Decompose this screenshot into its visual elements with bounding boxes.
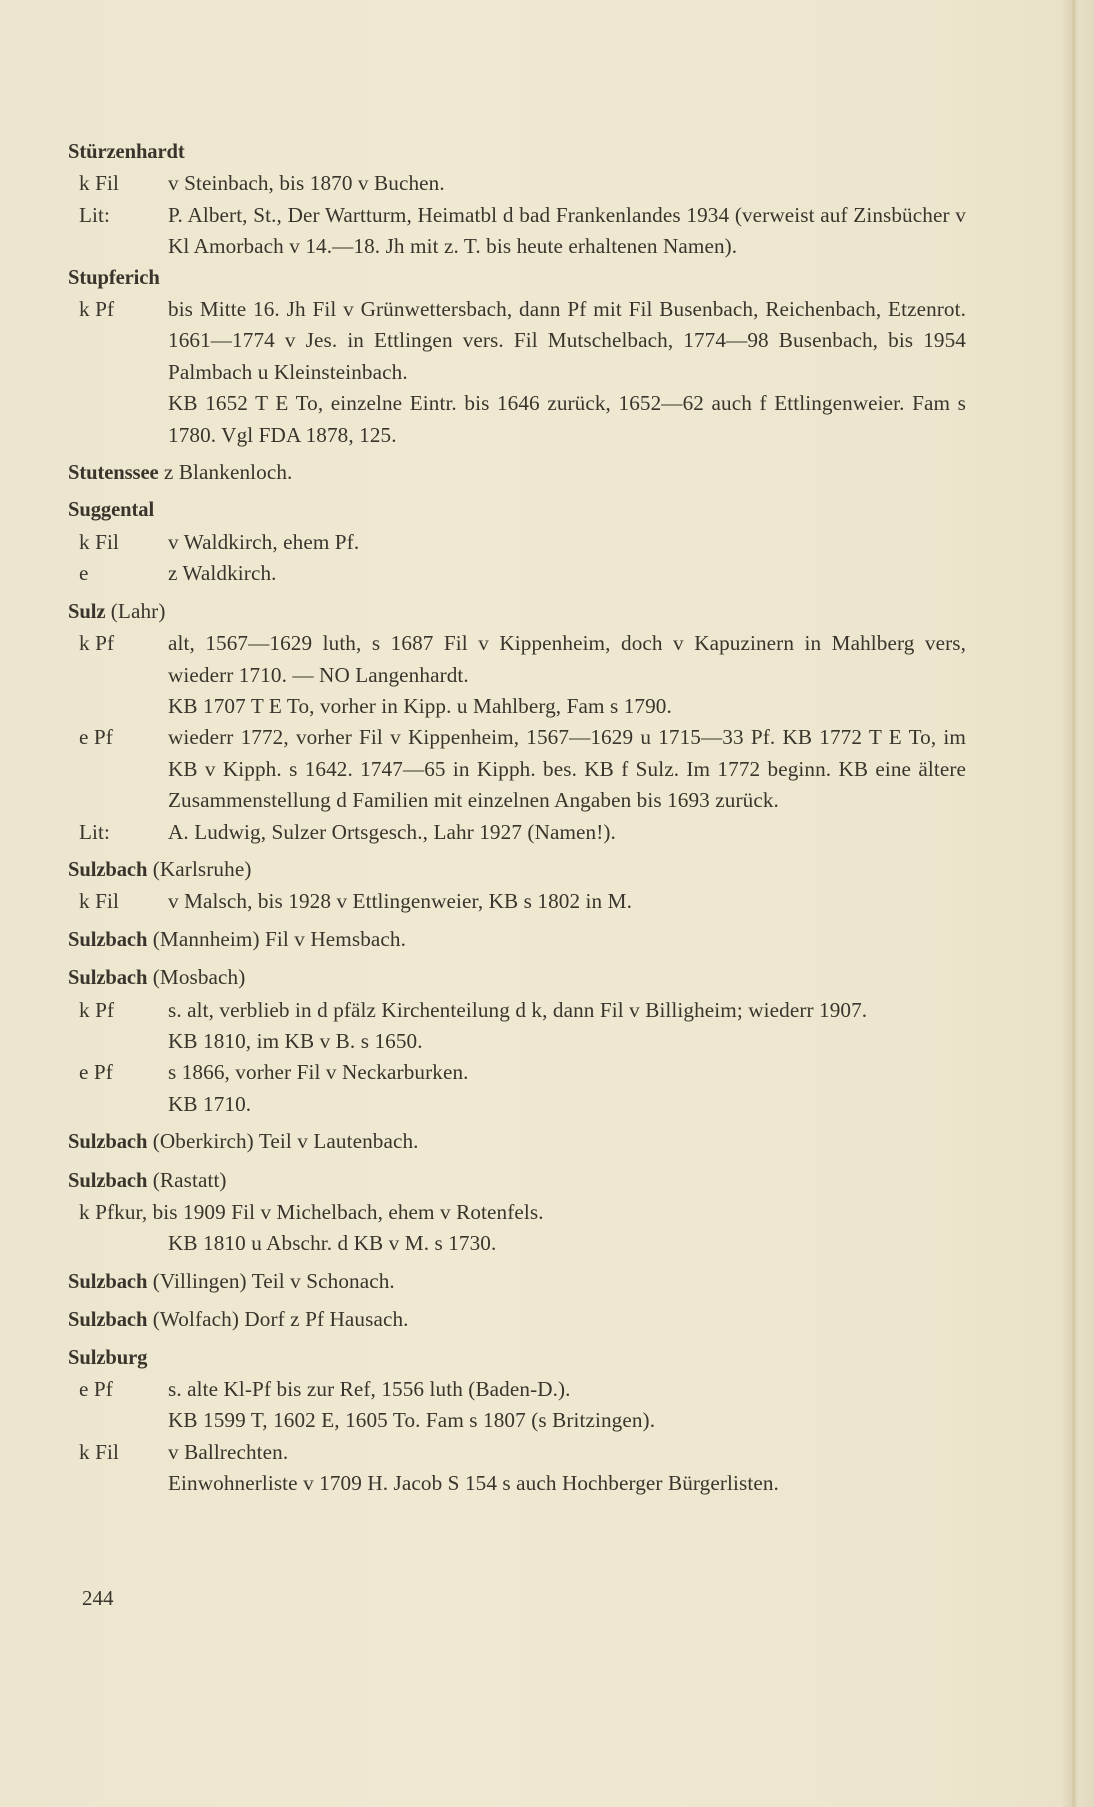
row-text: A. Ludwig, Sulzer Ortsgesch., Lahr 1927 (Namen!). (168, 819, 616, 844)
row-label: k Fil (79, 171, 119, 196)
entry-sulzbach-rastatt (68, 1165, 966, 1260)
entry-title: Sulzbach (68, 967, 148, 990)
entry-sulz-lahr (68, 596, 966, 848)
row-label: e (79, 561, 89, 586)
entry-inline-text: (Wolfach) Dorf z Pf Hausach. (147, 1307, 409, 1332)
entry-title: Sulzbach (68, 858, 148, 881)
entry-sulzbach-mannheim (68, 924, 966, 956)
entry-district: (Lahr) (105, 598, 166, 623)
gazetteer-text (68, 137, 966, 1500)
entry-title: Suggental (68, 499, 155, 522)
entry-inline-text: z Blankenloch. (158, 460, 293, 485)
row-text: KB 1810 u Abschr. d KB v M. s 1730. (168, 1231, 497, 1256)
row-label: k Pf (79, 997, 115, 1022)
entry-title: Sulzbach (68, 1309, 148, 1332)
row-label: k Pf (79, 631, 115, 656)
entry-sulzbach-karlsruhe (68, 854, 966, 918)
row-text: v Malsch, bis 1928 v Ettlingenweier, KB s 1802 in M. (168, 889, 632, 914)
row-text: v Ballrechten. (168, 1439, 289, 1464)
row-text: z Waldkirch. (168, 561, 277, 586)
row-text: KB 1810, im KB v B. s 1650. (168, 1028, 423, 1053)
page-edge (1072, 0, 1075, 1807)
entry-title: Stupferich (68, 266, 160, 289)
row-text: alt, 1567—1629 luth, s 1687 Fil v Kippenheim, doch v Kapuzinern in Mahlberg vers, wiederr 1710. — NO Langenhardt. (168, 631, 966, 687)
row-text: k Pfkur, bis 1909 Fil v Michelbach, ehem v Rotenfels. (79, 1200, 544, 1224)
entry-stutenssee (68, 457, 966, 489)
entry-inline-text: (Mannheim) Fil v Hemsbach. (147, 926, 406, 951)
entry-suggental (68, 495, 966, 589)
row-text: KB 1707 T E To, vorher in Kipp. u Mahlberg, Fam s 1790. (168, 693, 672, 718)
entry-inline-text: (Oberkirch) Teil v Lautenbach. (147, 1129, 419, 1154)
page-number: 244 (82, 1586, 114, 1610)
entry-sulzbach-villingen (68, 1266, 966, 1298)
row-text: wiederr 1772, vorher Fil v Kippenheim, 1567—1629 u 1715—33 Pf. KB 1772 T E To, im KB v Kipph. s 1642. 1747—65 in Kipph. bes. KB f Sulz. Im 1772 beginn. KB eine ältere Zusammenstellung d Familien mit einzelnen Angaben bis 1693 zurück. (168, 725, 966, 813)
entry-district: (Karlsruhe) (147, 856, 252, 881)
row-label: e Pf (79, 725, 113, 750)
entry-stuerzenhardt (68, 137, 966, 263)
row-text: KB 1710. (168, 1091, 252, 1116)
row-text: KB 1652 T E To, einzelne Eintr. bis 1646 zurück, 1652—62 auch f Ettlingenweier. Fam s 1780. Vgl FDA 1878, 125. (168, 391, 966, 447)
row-label: k Pf (79, 297, 115, 322)
entry-district: (Rastatt) (147, 1167, 227, 1192)
entry-district: (Mosbach) (147, 965, 246, 990)
row-label: Lit: (79, 819, 111, 844)
entry-stupferich (68, 263, 966, 451)
entry-sulzbach-oberkirch (68, 1126, 966, 1158)
row-text: s. alte Kl-Pf bis zur Ref, 1556 luth (Baden-D.). (168, 1377, 571, 1402)
entry-title: Sulzbach (68, 928, 148, 951)
row-text: v Waldkirch, ehem Pf. (168, 529, 360, 554)
row-text: P. Albert, St., Der Wartturm, Heimatbl d bad Frankenlandes 1934 (verweist auf Zinsbücher v Kl Amorbach v 14.—18. Jh mit z. T. bis heute erhaltenen Namen). (168, 202, 966, 259)
row-label: k Fil (79, 1439, 119, 1464)
row-label: e Pf (79, 1377, 113, 1402)
entry-inline-text: (Villingen) Teil v Schonach. (147, 1268, 395, 1293)
entry-title: Sulz (68, 600, 106, 623)
row-label: Lit: (79, 202, 111, 227)
entry-sulzbach-mosbach (68, 962, 966, 1120)
row-label: k Fil (79, 529, 119, 554)
row-text: s. alt, verblieb in d pfälz Kirchenteilung d k, dann Fil v Billigheim; wiederr 1907. (168, 997, 868, 1022)
entry-title: Sulzbach (68, 1169, 148, 1192)
row-label: k Fil (79, 889, 119, 914)
row-text: bis Mitte 16. Jh Fil v Grünwettersbach, dann Pf mit Fil Busenbach, Reichenbach, Etzenrot. 1661—1774 v Jes. in Ettlingen vers. Fil Mutschelbach, 1774—98 Busenbach, bis 1954 Palmbach u Kleinsteinbach. (168, 297, 966, 384)
entry-title: Stutenssee (68, 462, 159, 485)
row-text: Einwohnerliste v 1709 H. Jacob S 154 s auch Hochberger Bürgerlisten. (168, 1471, 779, 1496)
entry-sulzbach-wolfach (68, 1304, 966, 1336)
row-text: v Steinbach, bis 1870 v Buchen. (168, 171, 445, 196)
entry-sulzburg (68, 1343, 966, 1500)
row-text: KB 1599 T, 1602 E, 1605 To. Fam s 1807 (s Britzingen). (168, 1408, 656, 1433)
entry-title: Sulzburg (68, 1346, 148, 1369)
row-text: s 1866, vorher Fil v Neckarburken. (168, 1060, 469, 1085)
entry-title: Sulzbach (68, 1270, 148, 1293)
row-label: e Pf (79, 1060, 113, 1085)
entry-title: Sulzbach (68, 1131, 148, 1154)
entry-title: Stürzenhardt (68, 141, 185, 163)
